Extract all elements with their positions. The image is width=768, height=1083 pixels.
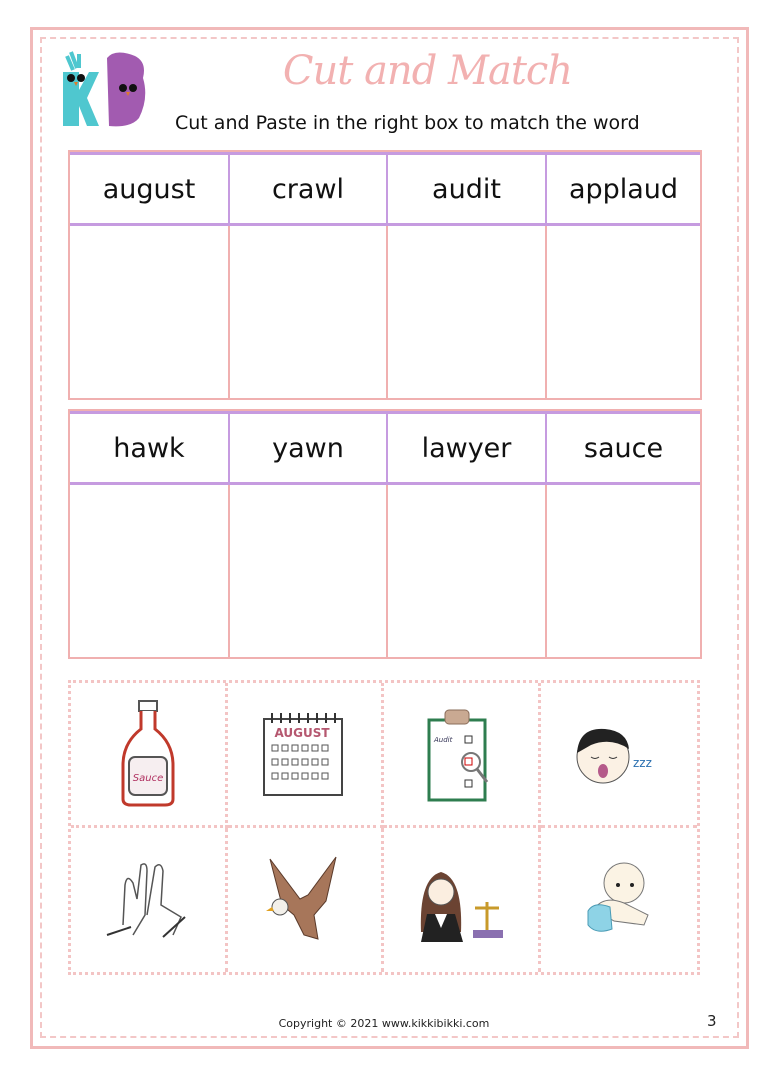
clapping-hands-icon xyxy=(103,855,193,945)
card-sauce[interactable] xyxy=(71,683,228,828)
svg-text:Sauce: Sauce xyxy=(132,772,163,784)
word-header: hawk xyxy=(70,411,230,485)
hawk-icon xyxy=(264,855,344,945)
lawyer-icon xyxy=(411,858,511,942)
svg-text:AUGUST: AUGUST xyxy=(274,725,330,740)
card-hawk[interactable] xyxy=(228,828,385,973)
calendar-icon xyxy=(262,709,346,799)
paste-box[interactable] xyxy=(388,485,547,657)
crawling-baby-icon xyxy=(574,855,664,945)
word-header: audit xyxy=(388,152,547,226)
card-applaud[interactable] xyxy=(71,828,228,973)
word-header: yawn xyxy=(230,411,388,485)
card-crawl[interactable] xyxy=(541,828,698,973)
card-audit[interactable] xyxy=(384,683,541,828)
word-header: sauce xyxy=(547,411,700,485)
paste-box[interactable] xyxy=(547,485,700,657)
paste-box[interactable] xyxy=(230,226,388,398)
match-table-2 xyxy=(68,409,702,659)
card-lawyer[interactable] xyxy=(384,828,541,973)
paste-box[interactable] xyxy=(230,485,388,657)
copyright: Copyright © 2021 www.kikkibikki.com xyxy=(278,1017,490,1030)
word-header: lawyer xyxy=(388,411,547,485)
clipboard-icon xyxy=(425,706,497,802)
svg-text:Audit: Audit xyxy=(433,735,453,744)
kb-logo xyxy=(55,48,150,130)
word-header: crawl xyxy=(230,152,388,226)
paste-box[interactable] xyxy=(547,226,700,398)
word-header: applaud xyxy=(547,152,700,226)
cut-out-cards xyxy=(68,680,700,975)
svg-text:zzz: zzz xyxy=(632,755,652,770)
card-august[interactable] xyxy=(228,683,385,828)
sauce-bottle-icon xyxy=(113,699,183,809)
instructions: Cut and Paste in the right box to match the word xyxy=(175,112,640,134)
word-header: august xyxy=(70,152,230,226)
paste-box[interactable] xyxy=(388,226,547,398)
yawning-face-icon xyxy=(571,719,667,789)
page-number: 3 xyxy=(707,1012,717,1030)
page-title: Cut and Match xyxy=(282,48,573,94)
paste-box[interactable] xyxy=(70,485,230,657)
paste-box[interactable] xyxy=(70,226,230,398)
match-table-1 xyxy=(68,150,702,400)
card-yawn[interactable] xyxy=(541,683,698,828)
